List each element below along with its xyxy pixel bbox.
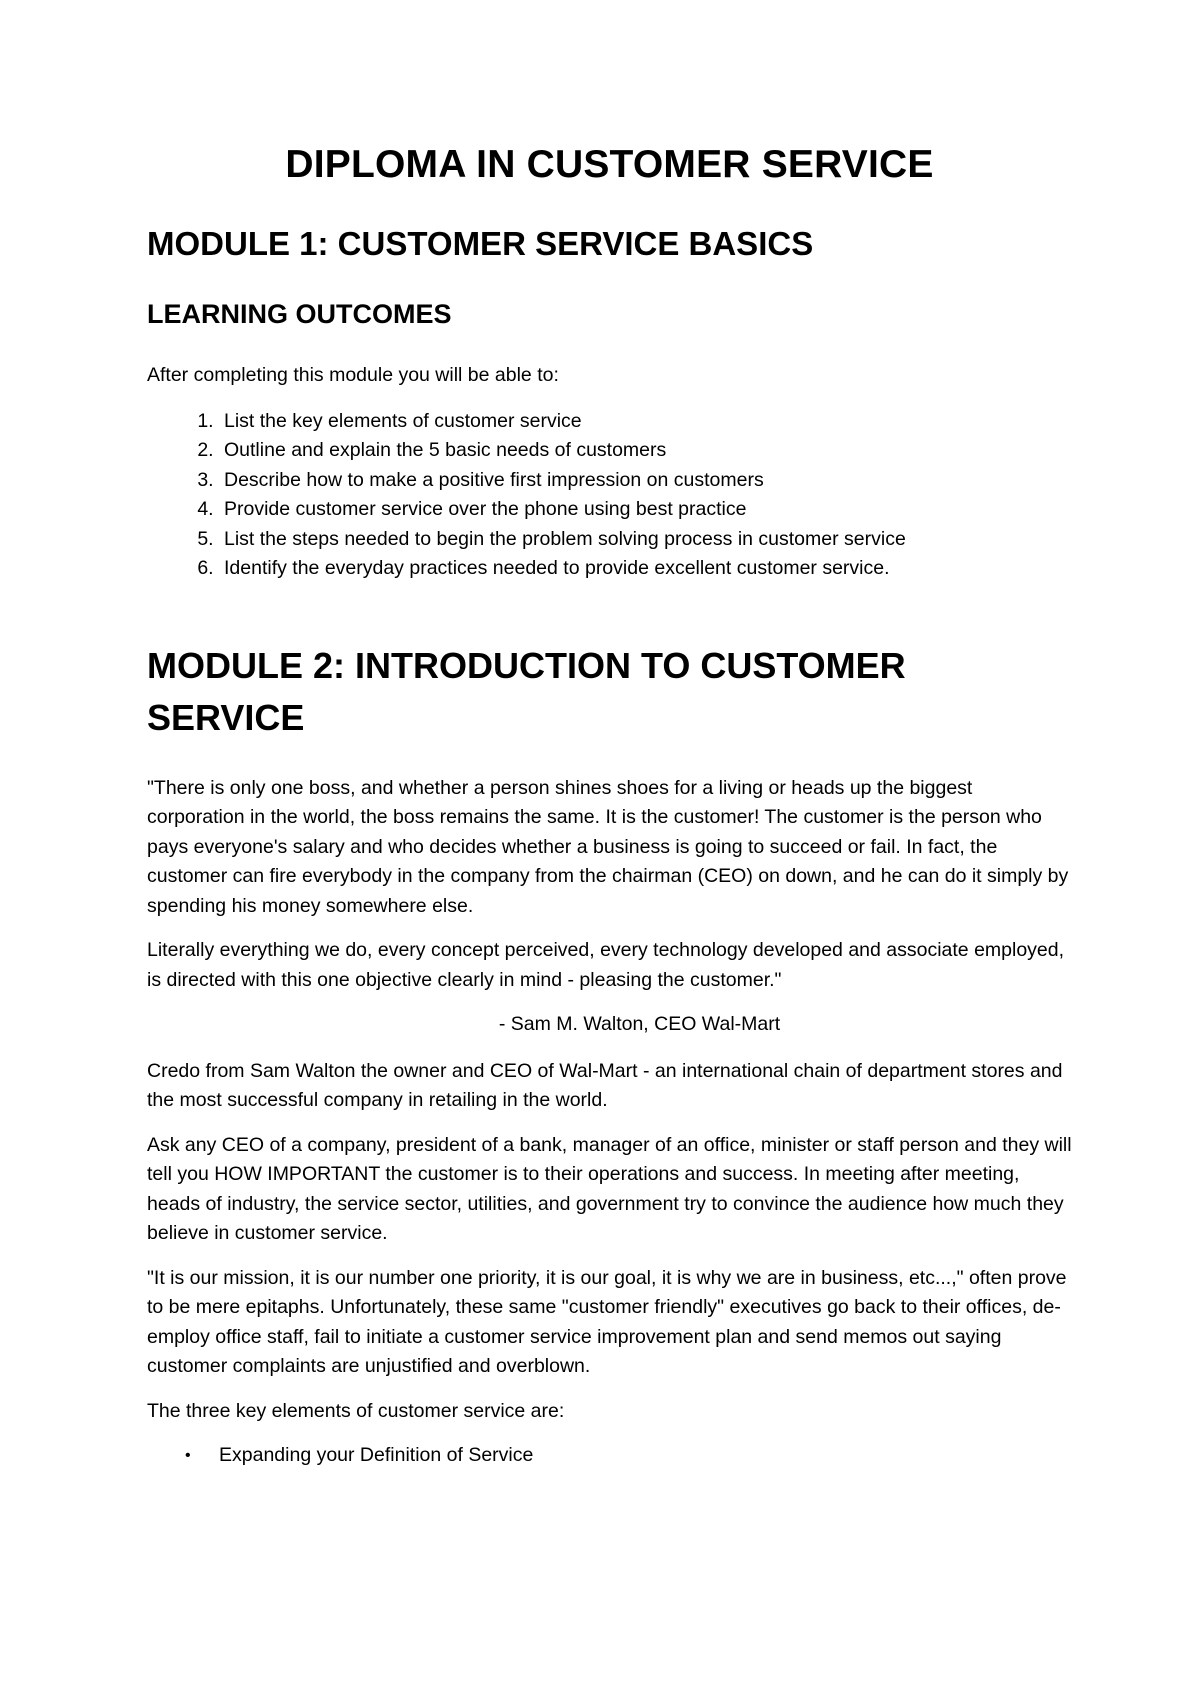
outcome-item: 5. List the steps needed to begin the problem solving process in customer service bbox=[219, 525, 1072, 555]
quote-paragraph-1: "There is only one boss, and whether a person shines shoes for a living or heads up the biggest corporation in the world, the boss remains the same. It is the customer! The customer is the person who pays everyone's salary and who decides whether a business is going to succeed or fail. In fact, the customer can fire everybody in the company from the chairman (CEO) on down, and he can do it simply by spending his money somewhere else. bbox=[147, 776, 1069, 917]
outcome-item: 3. Describe how to make a positive first impression on customers bbox=[219, 466, 1072, 496]
quote-paragraph-2: Literally everything we do, every concept perceived, every technology developed and associate employed, is directed with this one objective clearly in mind - pleasing the customer." bbox=[147, 939, 1065, 991]
outcomes-intro: After completing this module you will be able to: bbox=[147, 364, 559, 386]
quote-attribution: - Sam M. Walton, CEO Wal-Mart bbox=[498, 1013, 781, 1035]
list-item-text: Expanding your Definition of Service bbox=[219, 1444, 534, 1466]
credo-paragraph: Credo from Sam Walton the owner and CEO of Wal-Mart - an international chain of department stores and the most successful company in retailing in the world. bbox=[147, 1059, 1063, 1111]
outcome-item: 2. Outline and explain the 5 basic needs of customers bbox=[219, 436, 1072, 466]
bullet-icon: • bbox=[185, 1447, 191, 1464]
learning-outcomes-heading: LEARNING OUTCOMES bbox=[147, 299, 452, 329]
key-elements-intro: The three key elements of customer service are: bbox=[147, 1399, 565, 1422]
module-1-heading: MODULE 1: CUSTOMER SERVICE BASICS bbox=[147, 225, 814, 262]
key-elements-list bbox=[147, 1441, 1072, 1471]
outcome-item: 6. Identify the everyday practices needed to provide excellent customer service. bbox=[219, 554, 1072, 584]
outcome-item: 4. Provide customer service over the phone using best practice bbox=[219, 495, 1072, 525]
document-title: DIPLOMA IN CUSTOMER SERVICE bbox=[285, 143, 934, 186]
learning-outcomes-list bbox=[147, 407, 1072, 584]
mission-paragraph: "It is our mission, it is our number one priority, it is our goal, it is why we are in business, etc...," often prove to be mere epitaphs. Unfortunately, these same "customer friendly" executives go back to their offices, de-employ office staff, fail to initiate a customer service improvement plan and send memos out saying customer complaints are unjustified and overblown. bbox=[147, 1266, 1067, 1377]
module-2-heading: MODULE 2: INTRODUCTION TO CUSTOMER SERVICE bbox=[147, 644, 906, 738]
list-item bbox=[185, 1441, 1072, 1471]
ask-paragraph: Ask any CEO of a company, president of a bank, manager of an office, minister or staff person and they will tell you HOW IMPORTANT the customer is to their operations and success. In meeting after meeting, heads of industry, the service sector, utilities, and government try to convince the audience how much they believe in customer service. bbox=[147, 1133, 1072, 1244]
outcome-item: 1. List the key elements of customer service bbox=[219, 407, 1072, 437]
document-content bbox=[147, 142, 1072, 1471]
